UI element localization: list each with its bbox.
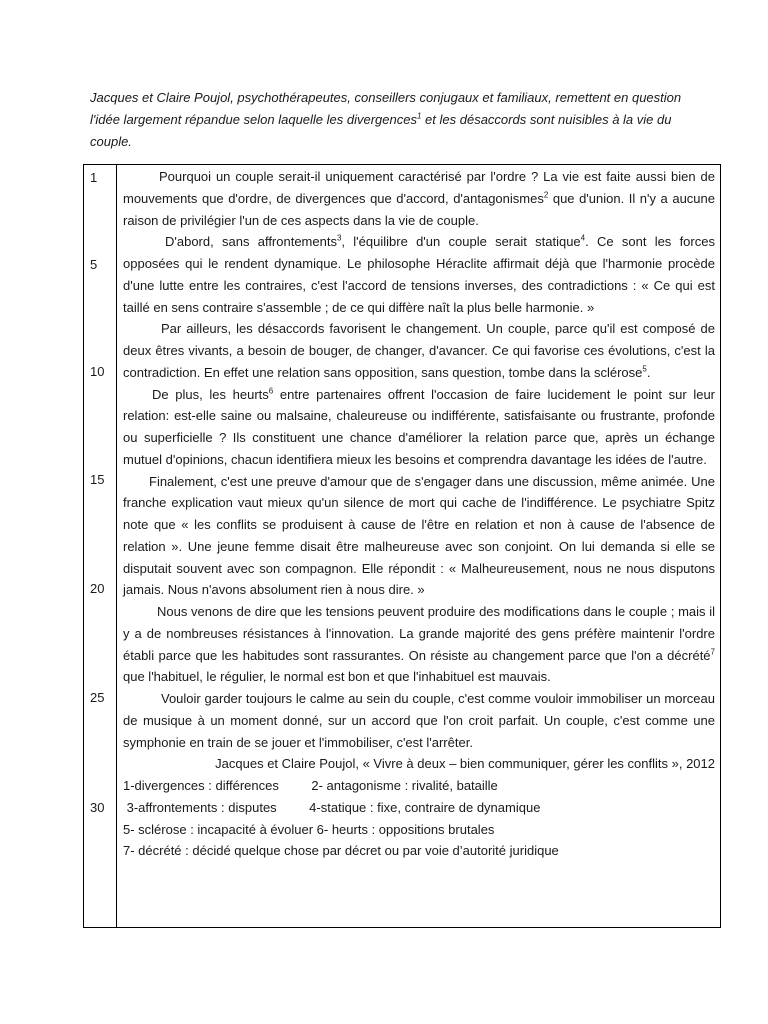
footnote-ref-6: 6: [268, 386, 274, 396]
line-number-5: 5: [90, 257, 98, 272]
footnote-ref-5: 5: [642, 364, 647, 374]
line-number-10: 10: [90, 364, 105, 379]
p1-text-a: Pourquoi un couple serait-il uniquement caractérisé par l'ordre ? La vie est faite aussi bien de mouvements que d'ordre, de divergences que d'accord, d'antagonismes: [123, 169, 715, 206]
paragraph-7: Vouloir garder toujours le calme au sein du couple, c'est comme vouloir immobiliser un morceau de musique à un moment donné, sur un accord que l'on croit parfait. Un couple, c'est comme une symphonie en train de se jouer et l'immobiliser, c'est l'arrêter.: [123, 691, 715, 750]
line-number-1: 1: [90, 170, 98, 185]
intro-footnote-ref: 1: [416, 111, 422, 121]
text-frame: [83, 164, 721, 928]
paragraph-2: [123, 231, 715, 318]
paragraph-5: Finalement, c'est une preuve d'amour que de s'engager dans une discussion, même animée. Une franche explication vaut mieux qu'un silence de mort qui cache de l'indifférence. Le psychiatre Spitz note que « les conflits se produisent à cause de l'être en relation et non à cause de l'absence de relation ». Une jeune femme disait être malheureuse avec son conjoint. On lui demanda si elle se disputait souvent avec son compagnon. Elle répondit : « Malheureusement, nous ne nous disputons jamais. Nous n'avons absolument rien à nous dire. »: [123, 473, 715, 598]
footnote-line-1: 1-divergences : différences 2- antagonisme : rivalité, bataille: [123, 778, 498, 793]
p3-text-b: .: [646, 364, 651, 380]
source-citation: Jacques et Claire Poujol, « Vivre à deux – bien communiquer, gérer les conflits », 2012: [215, 756, 715, 772]
p6-text-a: Nous venons de dire que les tensions peuvent produire des modifications dans le couple ; mais il y a de nombreuses résistances à l'innovation. La grande majorité des gens préfère maintenir l'ordre établi parce que les habitudes sont rassurantes. On résiste au changement parce que l'on a décrété: [123, 604, 715, 663]
p4-text-b: entre partenaires offrent l'occasion de faire lucidement le point sur leur relation: est-elle saine ou malsaine, chaleureuse ou indifférente, satisfaisante ou frustrante, profonde ou superficielle ? Ils constituent une chance d'améliorer la relation parce que, après un échange mutuel d'opinions, chacun identifiera mieux les besoins et comprendra davantage les idées de l'autre.: [123, 386, 715, 467]
paragraph-1: [123, 166, 715, 231]
paragraph-3: [123, 318, 715, 383]
p2-text-a: D'abord, sans affrontements: [165, 234, 337, 250]
p4-text-a: De plus, les heurts: [152, 386, 269, 402]
line-number-15: 15: [90, 472, 105, 487]
line-number-25: 25: [90, 690, 105, 705]
line-number-30: 30: [90, 800, 105, 815]
footnote-line-4: 7- décrété : décidé quelque chose par décret ou par voie d’autorité juridique: [123, 843, 559, 859]
main-text: [123, 166, 715, 862]
line-number-divider: [116, 165, 117, 927]
intro-paragraph: [90, 87, 710, 153]
paragraph-6: [123, 601, 715, 688]
footnote-ref-2: 2: [543, 190, 549, 200]
p1-text-b: que d'union. Il n'y a aucune raison de privilégier l'un de ces aspects dans la vie de couple.: [123, 190, 715, 228]
footnote-ref-4: 4: [580, 233, 586, 243]
intro-text-2: et les désaccords sont nuisibles à la vie du couple.: [90, 112, 672, 149]
p2-text-c: . Ce sont les forces opposées qui le rendent dynamique. Le philosophe Héraclite affirmait déjà que l'harmonie procède d'une lutte entre les contraires, c'est l'accord de tensions inverses, des contradictions : « Ce qui est taillé en sens contraire s'assemble ; de ce qui diffère naît la plus belle harmonie. »: [123, 234, 715, 315]
p3-text-a: Par ailleurs, les désaccords favorisent le changement. Un couple, parce qu'il est composé de deux êtres vivants, a besoin de bouger, de changer, d'avancer. Ce qui favorise ces évolutions, c'est la contradiction. En effet une relation sans opposition, sans question, tombe dans la sclérose: [123, 321, 715, 380]
footnote-line-3: 5- sclérose : incapacité à évoluer 6- heurts : oppositions brutales: [123, 821, 495, 837]
line-number-20: 20: [90, 581, 105, 596]
p2-text-b: , l'équilibre d'un couple serait statique: [341, 234, 581, 250]
footnote-ref-7: 7: [710, 647, 715, 657]
footnote-ref-3: 3: [336, 233, 342, 243]
paragraph-4: [123, 384, 715, 471]
p6-text-b: que l'habituel, le régulier, le normal est bon et que l'inhabituel est mauvais.: [123, 669, 551, 685]
intro-text-1: Jacques et Claire Poujol, psychothérapeutes, conseillers conjugaux et familiaux, remettent en question l'idée largement répandue selon laquelle les divergences: [90, 90, 682, 127]
footnote-line-2: 3-affrontements : disputes 4-statique : fixe, contraire de dynamique: [123, 799, 541, 815]
